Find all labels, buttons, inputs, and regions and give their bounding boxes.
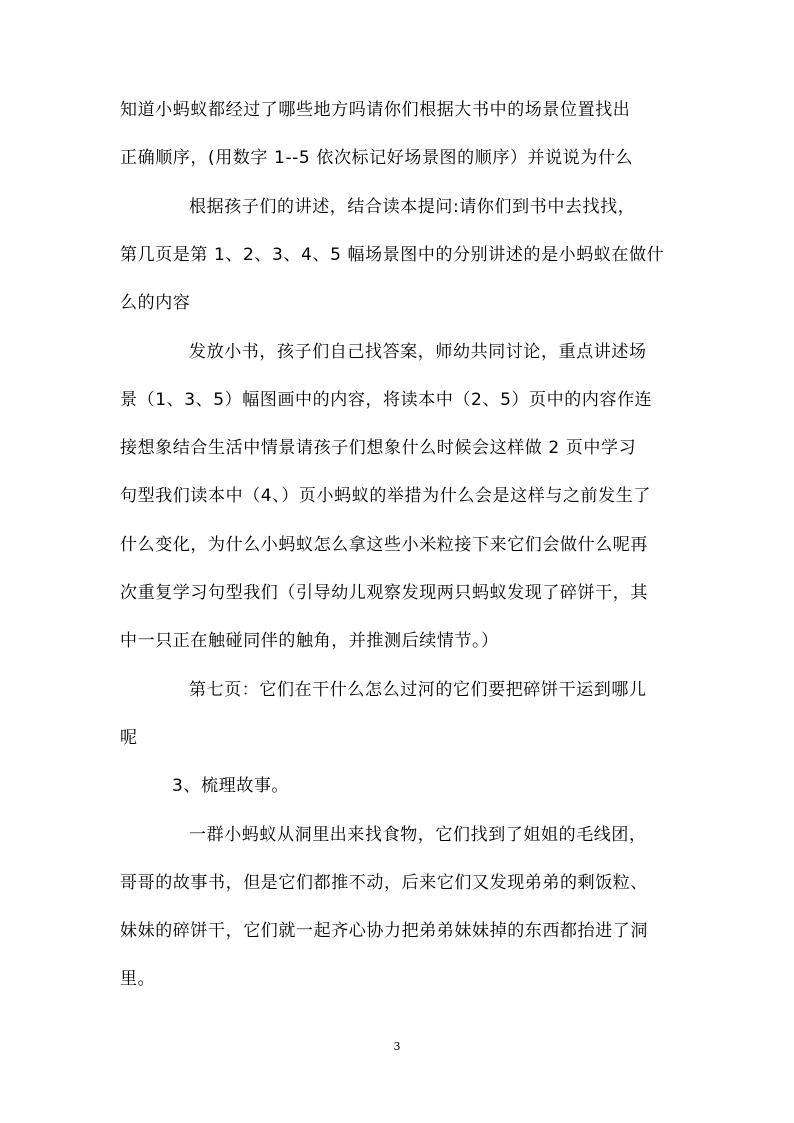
text-line: 句型我们读本中（4、）页小蚂蚁的举措为什么会是这样与之前发生了 — [120, 486, 651, 506]
text-line: 景（1、3、5）幅图画中的内容，将读本中（2、5）页中的内容作连 — [120, 390, 653, 410]
text-line: 中一只正在触碰同伴的触角，并推测后续情节。） — [120, 631, 499, 651]
text-line: 什么变化，为什么小蚂蚁怎么拿这些小米粒接下来它们会做什么呢再 — [120, 535, 648, 555]
text-line: 次重复学习句型我们（引导幼儿观察发现两只蚂蚁发现了碎饼干，其 — [120, 583, 648, 603]
text-line: 正确顺序，(用数字 1--5 依次标记好场景图的顺序）并说说为什么 — [120, 148, 634, 168]
text-line: 接想象结合生活中情景请孩子们想象什么时候会这样做 2 页中学习 — [120, 438, 637, 458]
text-line: 妹妹的碎饼干，它们就一起齐心协力把弟弟妹妹掉的东西都抬进了洞 — [120, 921, 648, 941]
text-line: 第几页是第 1、2、3、4、5 幅场景图中的分别讲述的是小蚂蚁在做什 — [120, 245, 665, 265]
text-line: 呢 — [120, 728, 138, 748]
text-line: 发放小书，孩子们自己找答案，师幼共同讨论，重点讲述场 — [189, 342, 647, 362]
page-number: 3 — [393, 1040, 401, 1053]
text-line: 第七页：它们在干什么怎么过河的它们要把碎饼干运到哪儿 — [189, 680, 647, 700]
section-heading: 3、梳理故事。 — [172, 776, 290, 796]
text-line: 根据孩子们的讲述，结合读本提问:请你们到书中去找找， — [189, 197, 636, 217]
text-line: 知道小蚂蚁都经过了哪些地方吗请你们根据大书中的场景位置找出 — [120, 100, 631, 120]
text-line: 一群小蚂蚁从洞里出来找食物，它们找到了姐姐的毛线团， — [189, 825, 647, 845]
text-line: 里。 — [120, 969, 156, 989]
text-line: 哥哥的故事书，但是它们都推不动，后来它们又发现弟弟的剩饭粒、 — [120, 873, 648, 893]
text-line: 么的内容 — [120, 293, 191, 313]
